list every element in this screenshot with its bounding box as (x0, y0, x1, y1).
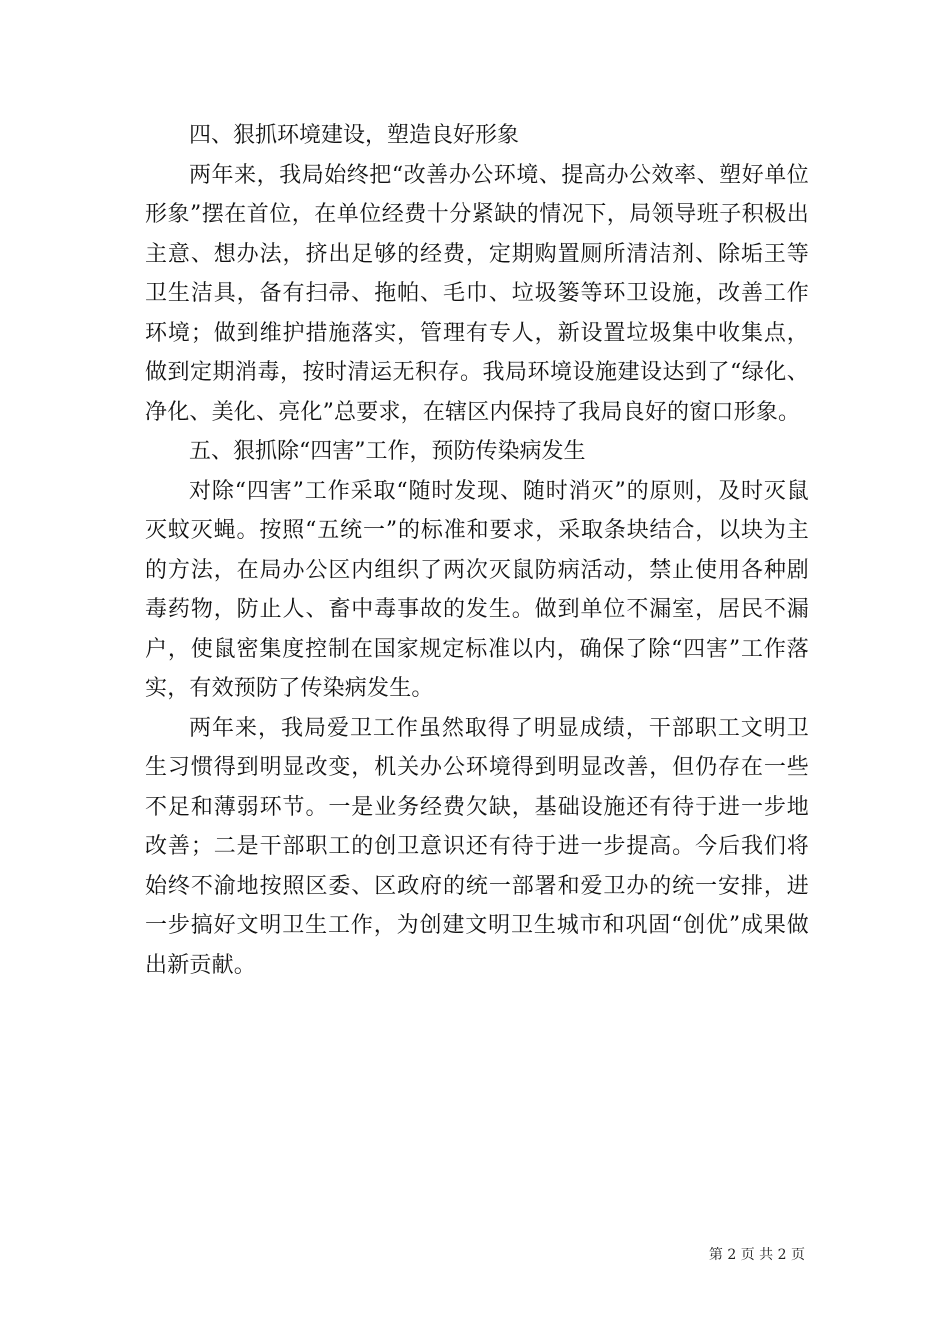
section-body-environment: 两年来，我局始终把“改善办公环境、提高办公效率、塑好单位形象”摆在首位，在单位经费十分紧缺的情况下，局领导班子积极出主意、想办法，挤出足够的经费，定期购置厕所清洁剂、除垢王等卫生洁具，备有扫帚、拖帕、毛巾、垃圾篓等环卫设施，改善工作环境；做到维护措施落实，管理有专人，新设置垃圾集中收集点，做到定期消毒，按时清运无积存。我局环境设施建设达到了“绿化、净化、美化、亮化”总要求，在辖区内保持了我局良好的窗口形象。 (145, 162, 809, 425)
section-body-four-pests: 对除“四害”工作采取“随时发现、随时消灭”的原则，及时灭鼠灭蚊灭蝇。按照“五统一”的标准和要求，采取条块结合，以块为主的方法，在局办公区内组织了两次灭鼠防病活动，禁止使用各种剧毒药物，防止人、畜中毒事故的发生。做到单位不漏室，居民不漏户，使鼠密集度控制在国家规定标准以内，确保了除“四害”工作落实，有效预防了传染病发生。 (145, 478, 809, 701)
document-body (145, 116, 809, 985)
section-heading-four-pests: 五、狠抓除“四害”工作，预防传染病发生 (189, 439, 586, 464)
section-heading-environment: 四、狠抓环境建设，塑造良好形象 (189, 123, 520, 148)
page-number: 第 2 页 共 2 页 (708, 1247, 805, 1263)
conclusion-paragraph: 两年来，我局爱卫工作虽然取得了明显成绩，干部职工文明卫生习惯得到明显改变，机关办公环境得到明显改善，但仍存在一些不足和薄弱环节。一是业务经费欠缺，基础设施还有待于进一步地改善；二是干部职工的创卫意识还有待于进一步提高。今后我们将始终不渝地按照区委、区政府的统一部署和爱卫办的统一安排，进一步搞好文明卫生工作，为创建文明卫生城市和巩固“创优”成果做出新贡献。 (145, 715, 809, 978)
